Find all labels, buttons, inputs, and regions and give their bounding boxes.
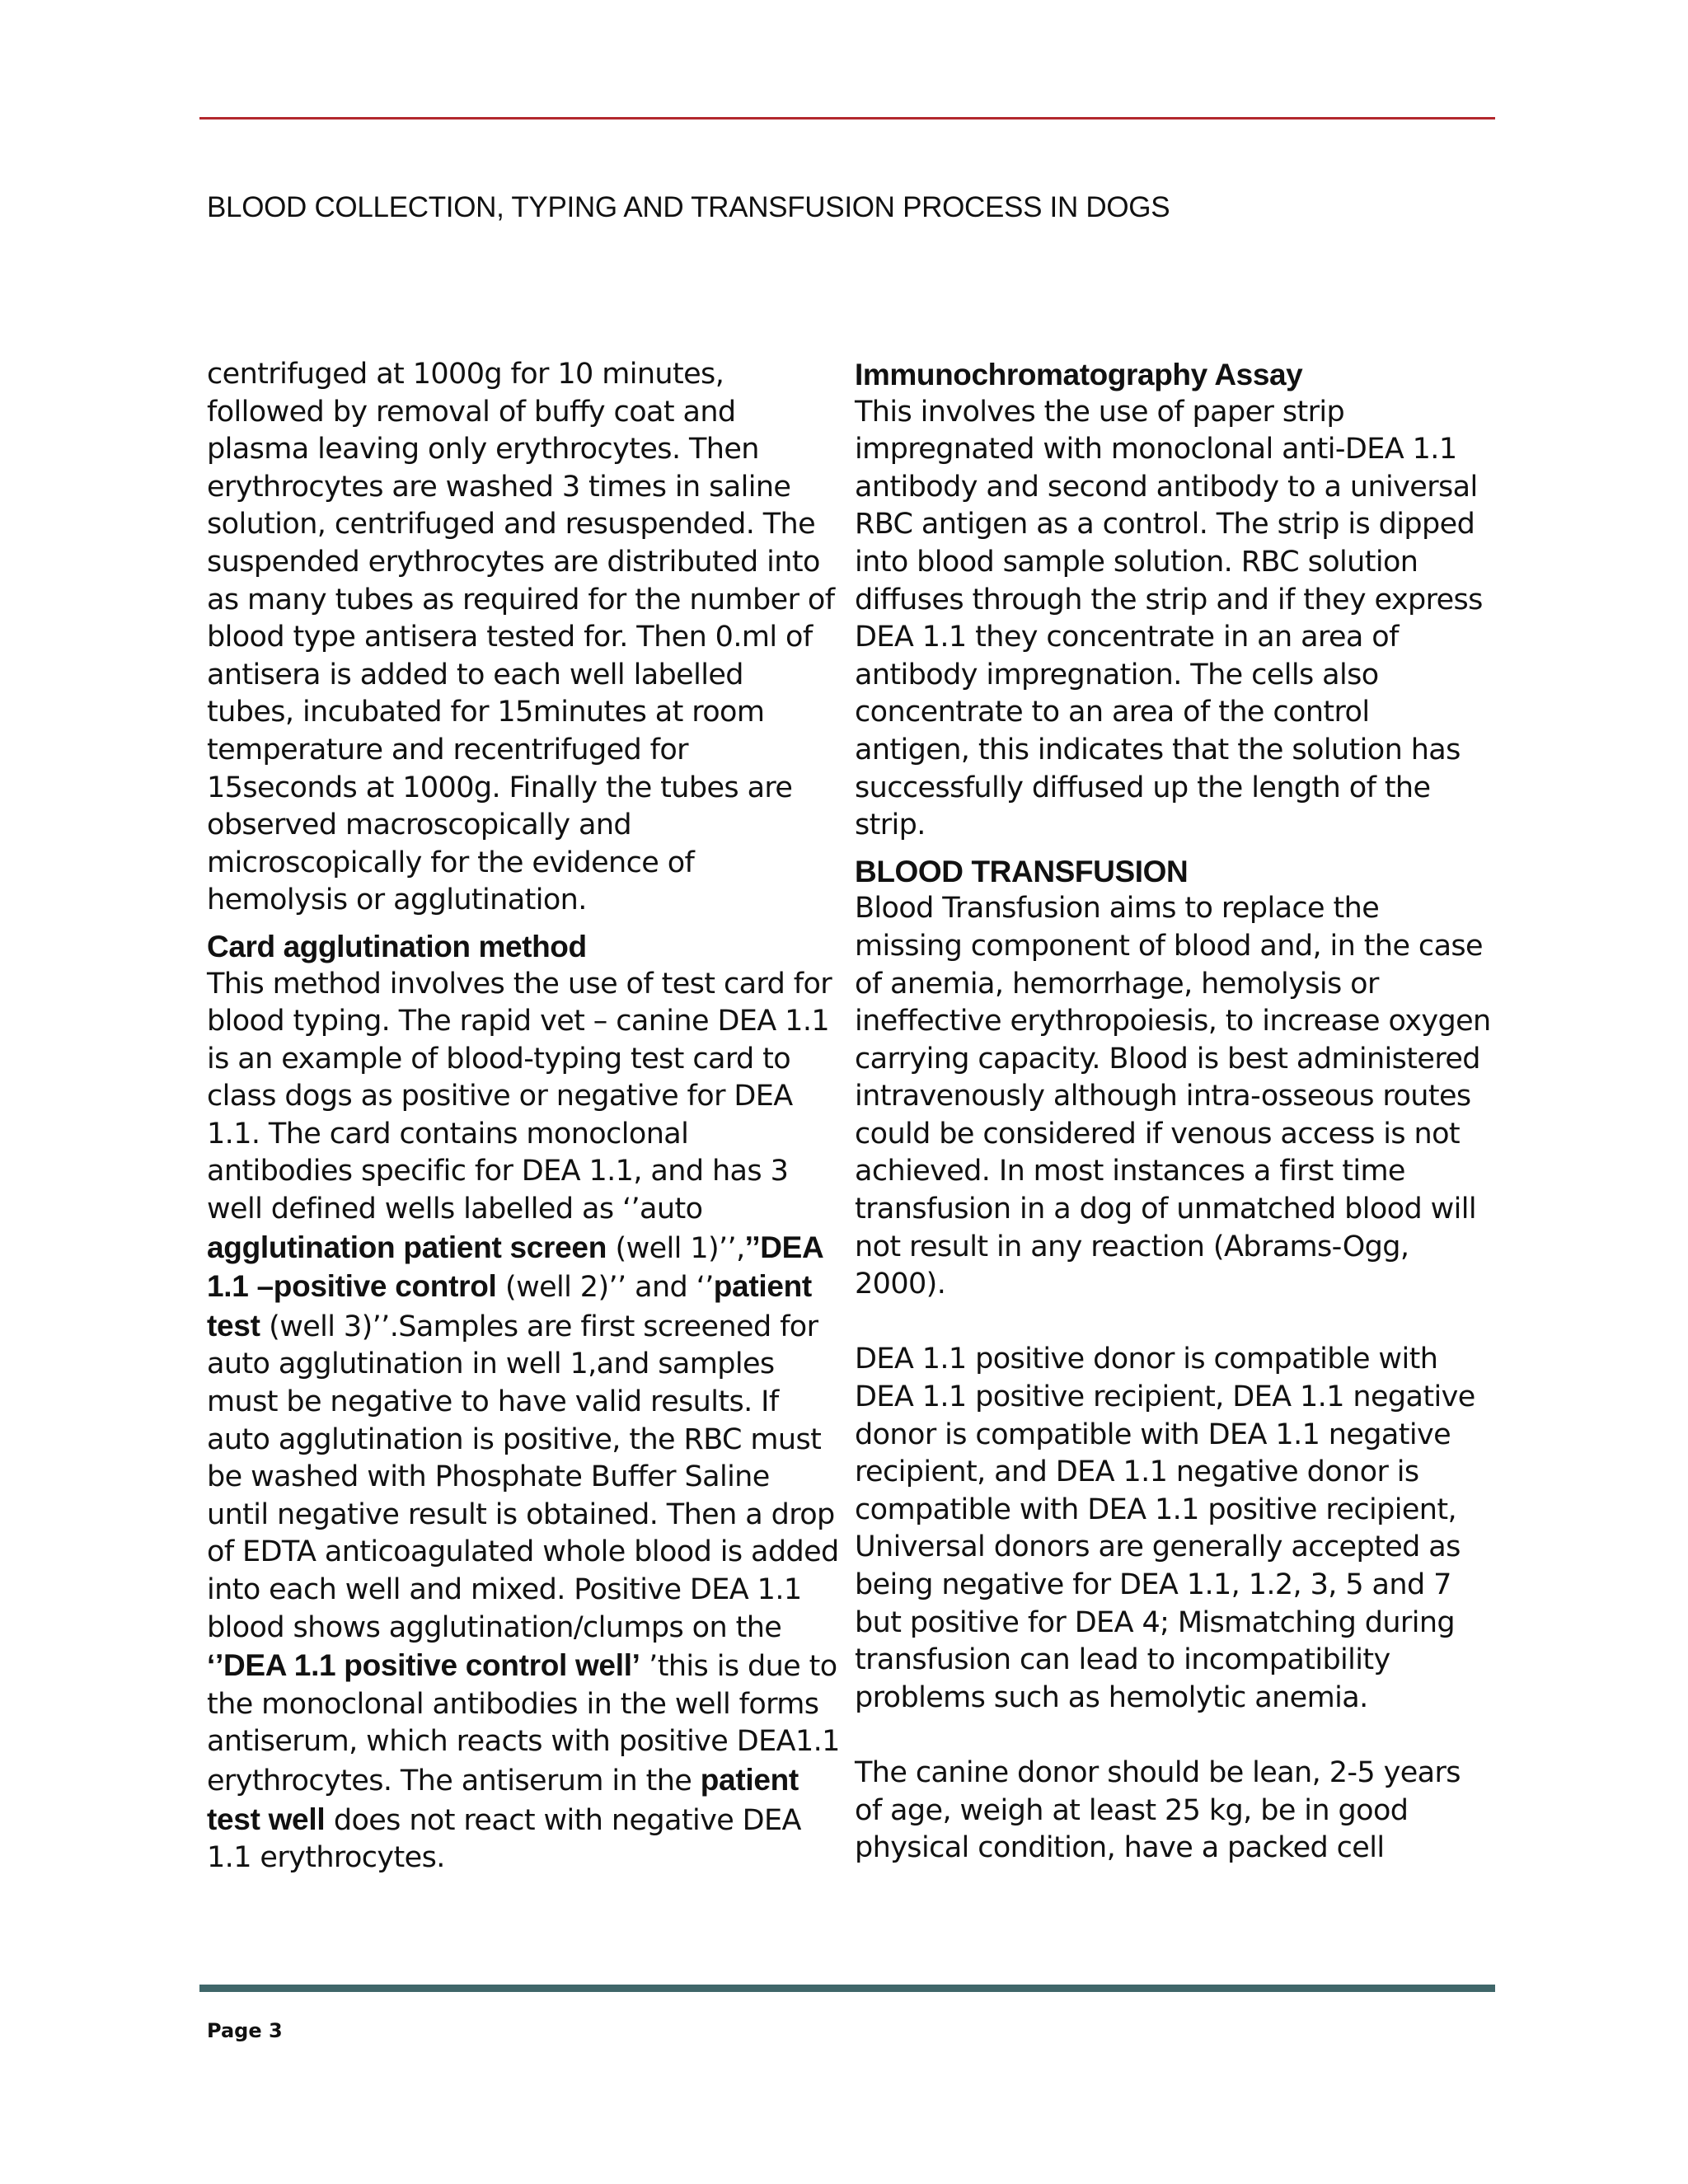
section-heading-blood-transfusion: BLOOD TRANSFUSION bbox=[855, 854, 1189, 888]
text-line: auto agglutination in well 1,and samples bbox=[207, 1347, 775, 1381]
text-run: ’this is due to bbox=[640, 1650, 837, 1684]
paragraph-card-agglutination bbox=[207, 966, 850, 1877]
text-line: transfusion in a dog of unmatched blood will bbox=[855, 1193, 1477, 1226]
text-run: (well 2)’’ and ‘’ bbox=[496, 1271, 714, 1305]
text-line bbox=[207, 1229, 850, 1268]
bold-term: patient bbox=[713, 1269, 812, 1304]
left-column bbox=[207, 356, 850, 1877]
paragraph-gap bbox=[855, 1717, 1498, 1755]
text-line: blood shows agglutination/clumps on the bbox=[207, 1610, 782, 1644]
text-line: This method involves the use of test card for bbox=[207, 967, 832, 1001]
text-line: could be considered if venous access is not bbox=[855, 1117, 1461, 1151]
text-line: antibody impregnation. The cells also bbox=[855, 658, 1379, 691]
text-line bbox=[207, 1307, 850, 1347]
text-line: erythrocytes are washed 3 times in saline bbox=[207, 470, 791, 504]
text-line: is an example of blood-typing test card to bbox=[207, 1042, 791, 1076]
text-line: auto agglutination is positive, the RBC must bbox=[207, 1422, 822, 1456]
footer-rule bbox=[199, 1985, 1495, 1992]
header-rule bbox=[199, 117, 1495, 120]
text-line: but positive for DEA 4; Mismatching during bbox=[855, 1605, 1456, 1639]
text-line: be washed with Phosphate Buffer Saline bbox=[207, 1460, 770, 1494]
text-run: does not react with negative DEA bbox=[325, 1803, 801, 1837]
text-run: (well 3)’’.Samples are first screened for bbox=[260, 1310, 818, 1343]
right-column bbox=[855, 356, 1498, 1868]
paragraph-donor-criteria bbox=[855, 1755, 1498, 1868]
text-line: DEA 1.1 they concentrate in an area of bbox=[855, 621, 1399, 654]
text-line: concentrate to an area of the control bbox=[855, 696, 1370, 729]
text-line: being negative for DEA 1.1, 1.2, 3, 5 and 7 bbox=[855, 1568, 1451, 1601]
bold-term: agglutination patient screen bbox=[207, 1230, 607, 1264]
paragraph-compatibility bbox=[855, 1341, 1498, 1717]
text-line: DEA 1.1 positive donor is compatible with bbox=[855, 1343, 1438, 1376]
text-line: blood type antisera tested for. Then 0.ml of bbox=[207, 621, 813, 654]
text-line: of age, weigh at least 25 kg, be in good bbox=[855, 1793, 1409, 1827]
text-line: suspended erythrocytes are distributed into bbox=[207, 545, 820, 579]
text-line bbox=[207, 1268, 850, 1307]
text-line: microscopically for the evidence of bbox=[207, 846, 695, 879]
paragraph-blood-transfusion bbox=[855, 890, 1498, 1304]
text-line: physical condition, have a packed cell bbox=[855, 1831, 1385, 1865]
text-line: strip. bbox=[855, 808, 926, 842]
text-line: temperature and recentrifuged for bbox=[207, 733, 688, 766]
text-line: intravenously although intra-osseous routes bbox=[855, 1080, 1471, 1113]
text-line: recipient, and DEA 1.1 negative donor is bbox=[855, 1455, 1419, 1489]
bold-term: test bbox=[207, 1308, 260, 1343]
text-line: blood typing. The rapid vet – canine DEA 1.1 bbox=[207, 1005, 830, 1038]
text-line: as many tubes as required for the number of bbox=[207, 583, 835, 616]
text-line: The canine donor should be lean, 2-5 years bbox=[855, 1755, 1461, 1789]
bold-term: ’’DEA bbox=[744, 1230, 824, 1264]
text-line: 1.1. The card contains monoclonal bbox=[207, 1117, 689, 1151]
text-line: into blood sample solution. RBC solution bbox=[855, 545, 1418, 579]
text-line: achieved. In most instances a first time bbox=[855, 1155, 1405, 1188]
text-line: of anemia, hemorrhage, hemolysis or bbox=[855, 967, 1379, 1001]
page-number: Page 3 bbox=[207, 2019, 283, 2042]
text-line: of EDTA anticoagulated whole blood is added bbox=[207, 1535, 839, 1569]
text-line: solution, centrifuged and resuspended. The bbox=[207, 508, 816, 541]
text-line: antibody and second antibody to a universal bbox=[855, 470, 1478, 504]
text-line: missing component of blood and, in the case bbox=[855, 929, 1483, 963]
text-line: antisera is added to each well labelled bbox=[207, 658, 743, 691]
text-line: 15seconds at 1000g. Finally the tubes are bbox=[207, 771, 793, 804]
text-line: donor is compatible with DEA 1.1 negative bbox=[855, 1418, 1451, 1451]
bold-term: 1.1 –positive control bbox=[207, 1269, 497, 1304]
text-line bbox=[207, 1761, 850, 1801]
paragraph-immunochromatography bbox=[855, 394, 1498, 845]
text-run: (well 1)’’, bbox=[607, 1231, 745, 1265]
text-line: compatible with DEA 1.1 positive recipient, bbox=[855, 1493, 1456, 1526]
text-line: until negative result is obtained. Then a drop bbox=[207, 1497, 835, 1531]
document-title: BLOOD COLLECTION, TYPING AND TRANSFUSION PROCESS IN DOGS bbox=[207, 191, 1170, 223]
text-line: Blood Transfusion aims to replace the bbox=[855, 892, 1380, 926]
text-line: diffuses through the strip and if they express bbox=[855, 583, 1483, 616]
text-line: observed macroscopically and bbox=[207, 808, 632, 842]
section-heading-card-agglutination: Card agglutination method bbox=[207, 929, 587, 963]
text-line: RBC antigen as a control. The strip is dipped bbox=[855, 508, 1475, 541]
text-line: antiserum, which reacts with positive DEA1.1 bbox=[207, 1725, 840, 1759]
text-line: problems such as hemolytic anemia. bbox=[855, 1680, 1368, 1714]
text-line: must be negative to have valid results. If bbox=[207, 1385, 779, 1419]
text-line: well defined wells labelled as ‘’auto bbox=[207, 1193, 703, 1226]
text-line bbox=[207, 1647, 850, 1686]
text-line: This involves the use of paper strip bbox=[855, 395, 1345, 429]
text-line: impregnated with monoclonal anti-DEA 1.1 bbox=[855, 433, 1457, 466]
text-line: the monoclonal antibodies in the well forms bbox=[207, 1687, 819, 1721]
section-heading-immunochromatography: Immunochromatography Assay bbox=[855, 358, 1303, 391]
text-run: erythrocytes. The antiserum in the bbox=[207, 1764, 701, 1797]
text-line: into each well and mixed. Positive DEA 1.1 bbox=[207, 1573, 802, 1606]
text-line: centrifuged at 1000g for 10 minutes, bbox=[207, 358, 724, 391]
text-line: DEA 1.1 positive recipient, DEA 1.1 negative bbox=[855, 1380, 1475, 1414]
text-line: antigen, this indicates that the solution has bbox=[855, 733, 1461, 766]
text-line: tubes, incubated for 15minutes at room bbox=[207, 696, 765, 729]
text-line: 2000). bbox=[855, 1268, 946, 1301]
text-line: class dogs as positive or negative for DEA bbox=[207, 1080, 793, 1113]
bold-term: test well bbox=[207, 1802, 326, 1836]
text-line: antibodies specific for DEA 1.1, and has 3 bbox=[207, 1155, 789, 1188]
bold-term: ‘’DEA 1.1 positive control well’ bbox=[207, 1648, 640, 1683]
text-line: transfusion can lead to incompatibility bbox=[855, 1643, 1390, 1677]
text-line: Universal donors are generally accepted as bbox=[855, 1530, 1461, 1564]
paragraph-centrifuge bbox=[207, 356, 850, 920]
text-line: plasma leaving only erythrocytes. Then bbox=[207, 433, 759, 466]
text-line: successfully diffused up the length of the bbox=[855, 771, 1431, 804]
text-line: not result in any reaction (Abrams-Ogg, bbox=[855, 1230, 1409, 1263]
text-line: followed by removal of buffy coat and bbox=[207, 395, 736, 429]
paragraph-gap bbox=[855, 1304, 1498, 1342]
text-line: ineffective erythropoiesis, to increase oxygen bbox=[855, 1005, 1491, 1038]
bold-term: patient bbox=[700, 1762, 799, 1797]
text-line: carrying capacity. Blood is best administered bbox=[855, 1042, 1480, 1076]
text-line: hemolysis or agglutination. bbox=[207, 883, 587, 917]
text-line: 1.1 erythrocytes. bbox=[207, 1841, 445, 1875]
text-line bbox=[207, 1801, 850, 1840]
